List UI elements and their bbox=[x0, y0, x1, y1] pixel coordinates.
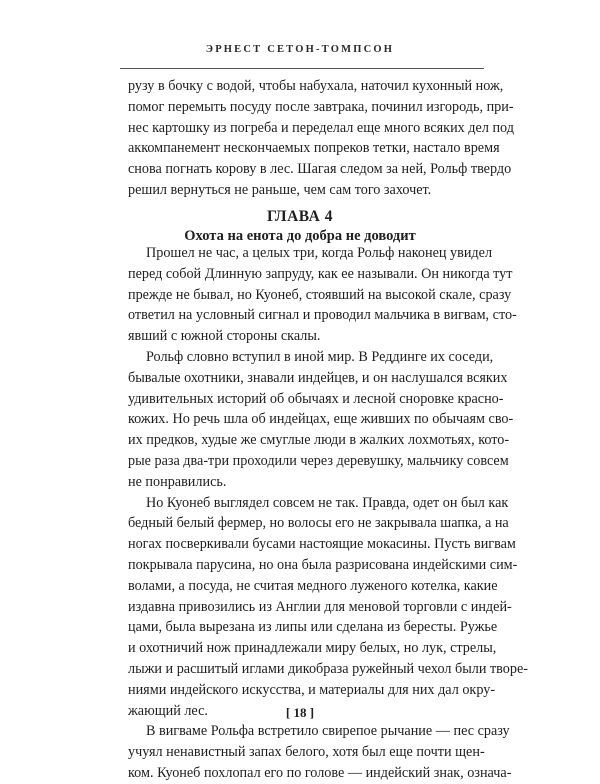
text-line: аккомпанемент нескончаемых попреков тетки, настало время bbox=[128, 140, 500, 157]
text-line: ответил на условный сигнал и проводил мальчика в вигвам, сто- bbox=[128, 307, 517, 324]
intro-paragraph bbox=[128, 76, 514, 201]
text-line: рые раза два-три проходили через деревушку, мальчику совсем bbox=[128, 452, 509, 469]
text-line: бывалые охотники, знавали индейцев, и он наслушался всяких bbox=[128, 369, 508, 386]
chapter-title: ГЛАВА 4 bbox=[267, 208, 333, 225]
text-line: учуял ненавистный запах белого, хотя был еще почти щен- bbox=[128, 744, 485, 761]
header-rule bbox=[120, 68, 484, 69]
chapter-subtitle: Охота на енота до добра не доводит bbox=[184, 228, 416, 244]
page-number: [ 18 ] bbox=[285, 705, 315, 720]
text-line: помог перемыть посуду после завтрака, починил изгородь, при- bbox=[128, 98, 514, 115]
text-line: явший с южной стороны скалы. bbox=[128, 328, 321, 345]
text-line: бедный белый фермер, но волосы его не закрывала шапка, а на bbox=[128, 515, 509, 532]
text-line: лыжи и расшитый иглами дикобраза ружейный чехол были творе- bbox=[128, 660, 528, 677]
text-line: не понравились. bbox=[128, 473, 227, 490]
text-line: издавна привозились из Англии для меновой торговли с индей- bbox=[128, 598, 512, 615]
text-line: Но Куонеб выглядел совсем не так. Правда, одет он был как bbox=[146, 494, 509, 511]
text-line: ниями индейского искусства, и материалы для них дал окру- bbox=[128, 681, 496, 698]
running-head: ЭРНЕСТ СЕТОН-ТОМПСОН bbox=[205, 44, 395, 55]
text-line: жающий лес. bbox=[128, 702, 208, 719]
text-line: снова погнать корову в лес. Шагая следом за ней, Рольф твердо bbox=[128, 161, 512, 178]
text-line: Прошел не час, а целых три, когда Рольф наконец увидел bbox=[146, 245, 493, 261]
text-line: цами, была вырезана из липы или сделана из бересты. Ружье bbox=[128, 619, 498, 636]
text-line: нес картошку из погреба и переделал еще много всяких дел под bbox=[128, 119, 514, 136]
text-line: ногах посверкивали бусами настоящие мокасины. Пусть вигвам bbox=[128, 536, 516, 553]
text-line: кожих. Но речь шла об индейцах, еще живших по обычаям сво- bbox=[128, 411, 514, 428]
text-line: ком. Куонеб похлопал его по голове — индейский знак, означа- bbox=[128, 764, 512, 781]
text-line: решил вернуться не раньше, чем сам того захочет. bbox=[128, 181, 432, 198]
text-line: их предков, худые же смуглые люди в жалких лохмотьях, кото- bbox=[128, 432, 510, 449]
text-line: удивительных историй об обычаях и лесной сноровке красно- bbox=[128, 390, 504, 407]
text-line: и охотничий нож принадлежали миру белых, но лук, стрелы, bbox=[128, 640, 497, 657]
text-line: рузу в бочку с водой, чтобы набухала, наточил кухонный нож, bbox=[128, 78, 504, 94]
text-line: перед собой Длинную запруду, как ее называли. Он никогда тут bbox=[128, 265, 513, 282]
text-line: прежде не бывал, но Куонеб, стоявший на высокой скале, сразу bbox=[128, 286, 512, 303]
text-line: волами, а посуда, не считая медного луженого котелка, какие bbox=[128, 577, 498, 594]
text-line: покрывала парусина, но она была разрисована индейскими сим- bbox=[128, 556, 518, 573]
text-line: В вигваме Рольфа встретило свирепое рычание — пес сразу bbox=[146, 723, 510, 740]
chapter-body bbox=[128, 243, 528, 784]
text-line: Рольф словно вступил в иной мир. В Реддинге их соседи, bbox=[146, 348, 494, 365]
